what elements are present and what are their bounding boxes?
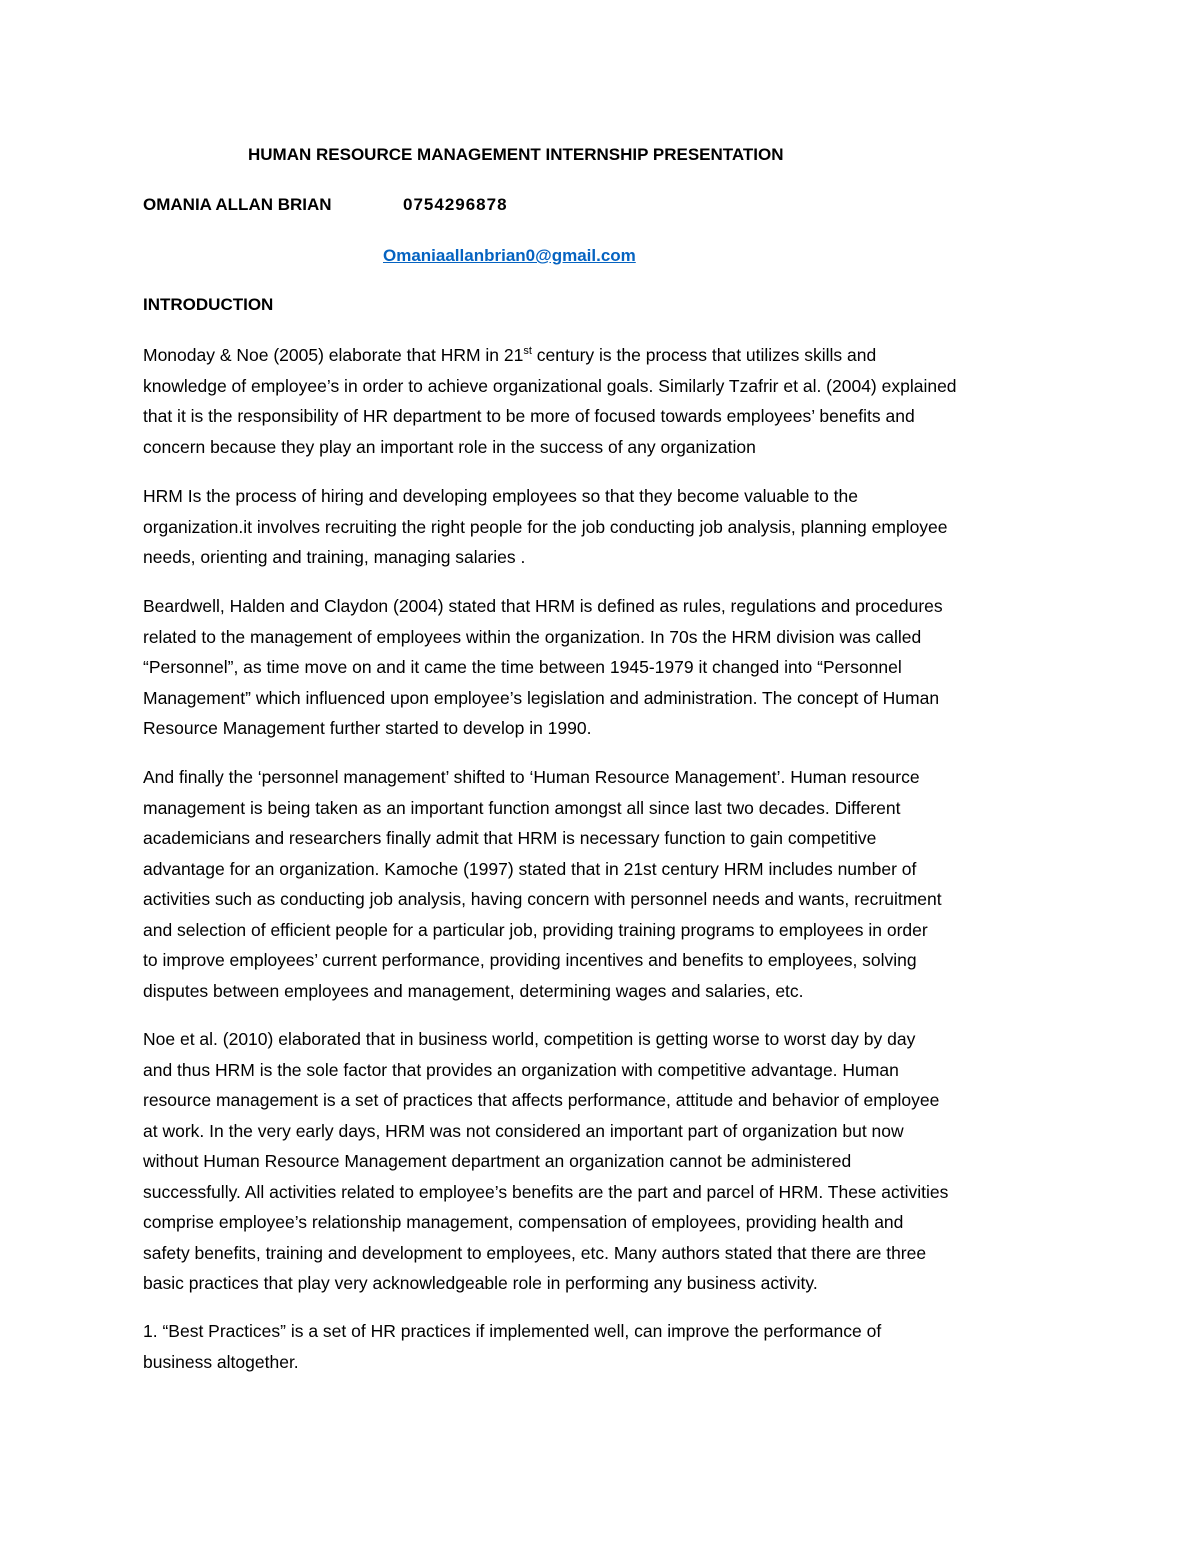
paragraph-5-line-3: resource management is a set of practices that affects performance, attitude and behavior of employee — [143, 1090, 940, 1110]
paragraph-5-line-8: safety benefits, training and development to employees, etc. Many authors stated that there are three — [143, 1242, 927, 1263]
paragraph-5-line-2: and thus HRM is the sole factor that provides an organization with competitive advantage. Human — [143, 1059, 899, 1080]
paragraph-1-line-3: that it is the responsibility of HR department to be more of focused towards employees’ benefits and — [143, 406, 915, 426]
paragraph-3-line-1: Beardwell, Halden and Claydon (2004) stated that HRM is defined as rules, regulations and procedures — [143, 596, 943, 616]
paragraph-5-line-6: successfully. All activities related to employee’s benefits are the part and parcel of HRM. These activities — [143, 1181, 949, 1202]
superscript: st — [523, 345, 532, 357]
paragraph-4-line-2: management is being taken as an important function amongst all since last two decades. Different — [143, 797, 901, 818]
author-email-link[interactable]: Omaniaallanbrian0@gmail.com — [383, 246, 636, 265]
text-segment: Monoday & Noe (2005) elaborate that HRM in 21 — [143, 345, 524, 365]
paragraph-4-line-4: advantage for an organization. Kamoche (1997) stated that in 21st century HRM includes number of — [143, 858, 917, 879]
paragraph-5-line-5: without Human Resource Management department an organization cannot be administered — [143, 1151, 852, 1171]
author-name: OMANIA ALLAN BRIAN — [143, 195, 332, 214]
paragraph-5-line-4: at work. In the very early days, HRM was not considered an important part of organization but now — [143, 1120, 904, 1141]
paragraph-2-line-3: needs, orienting and training, managing salaries . — [143, 547, 526, 567]
paragraph-1-line-2: knowledge of employee’s in order to achieve organizational goals. Similarly Tzafrir et al. (2004) explained — [143, 375, 957, 396]
paragraph-1-line-4: concern because they play an important role in the success of any organization — [143, 436, 756, 457]
paragraph-6-line-1: 1. “Best Practices” is a set of HR practices if implemented well, can improve the performance of — [143, 1321, 882, 1341]
paragraph-5-line-7: comprise employee’s relationship management, compensation of employees, providing health and — [143, 1212, 904, 1232]
paragraph-3-line-5: Resource Management further started to develop in 1990. — [143, 718, 592, 738]
paragraph-4-line-6: and selection of efficient people for a particular job, providing training programs to employees in order — [143, 919, 928, 940]
author-phone: 0754296878 — [403, 195, 508, 214]
paragraph-4-line-1: And finally the ‘personnel management’ shifted to ‘Human Resource Management’. Human resource — [143, 767, 920, 787]
paragraph-5 — [143, 1024, 1068, 1299]
paragraph-4-line-8: disputes between employees and management, determining wages and salaries, etc. — [143, 980, 804, 1001]
paragraph-5-line-9: basic practices that play very acknowledgeable role in performing any business activity. — [143, 1273, 818, 1293]
paragraph-3-line-3: “Personnel”, as time move on and it came the time between 1945-1979 it changed into “Personnel — [143, 657, 902, 677]
text-segment: century is the process that utilizes skills and — [531, 345, 877, 365]
paragraph-2-line-1: HRM Is the process of hiring and developing employees so that they become valuable to the — [143, 486, 858, 506]
paragraph-4-line-5: activities such as conducting job analysis, having concern with personnel needs and wants, recruitment — [143, 889, 942, 909]
paragraph-2-line-2: organization.it involves recruiting the right people for the job conducting job analysis, planning employee — [143, 516, 948, 537]
paragraph-3-line-4: Management” which influenced upon employee’s legislation and administration. The concept of Human — [143, 687, 940, 708]
paragraph-6-list-item-1 — [143, 1316, 1068, 1377]
paragraph-4 — [143, 762, 1068, 1006]
section-heading-introduction: INTRODUCTION — [143, 295, 274, 314]
paragraph-5-line-1: Noe et al. (2010) elaborated that in business world, competition is getting worse to worst day by day — [143, 1029, 916, 1049]
paragraph-6-line-2: business altogether. — [143, 1351, 299, 1372]
paragraph-4-line-7: to improve employees’ current performance, providing incentives and benefits to employees, solving — [143, 950, 917, 970]
paragraph-1-line-1 — [143, 340, 1068, 371]
document-title: HUMAN RESOURCE MANAGEMENT INTERNSHIP PRESENTATION — [248, 145, 784, 164]
paragraph-3 — [143, 591, 1068, 744]
paragraph-4-line-3: academicians and researchers finally admit that HRM is necessary function to gain competitive — [143, 828, 877, 848]
paragraph-2 — [143, 481, 1068, 573]
paragraph-1 — [143, 340, 1068, 462]
paragraph-3-line-2: related to the management of employees within the organization. In 70s the HRM division was called — [143, 626, 922, 647]
